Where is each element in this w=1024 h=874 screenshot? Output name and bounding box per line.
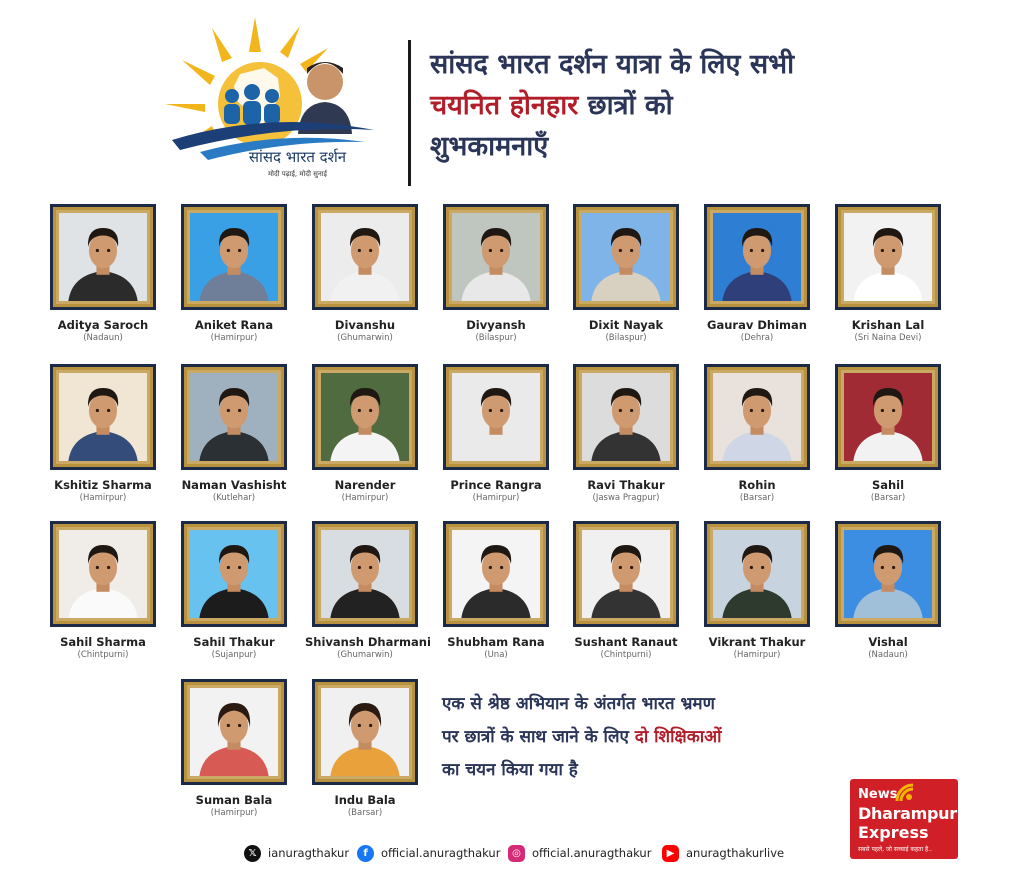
portrait-graphic: [321, 213, 409, 301]
portrait-graphic: [190, 213, 278, 301]
student-name: Gaurav Dhiman: [707, 318, 807, 332]
note-accent: दो शिक्षिकाओं: [634, 727, 722, 747]
student-photo: [452, 373, 540, 461]
student-card: [697, 521, 817, 660]
portrait-graphic: [321, 530, 409, 618]
student-place: (Una): [484, 650, 508, 660]
student-card: [43, 521, 163, 660]
student-place: (Dehra): [740, 333, 774, 343]
student-name: Divanshu: [334, 318, 396, 332]
header-divider: [408, 40, 411, 186]
student-card: [828, 364, 948, 503]
portrait-graphic: [190, 373, 278, 461]
photo-frame: [835, 364, 941, 470]
student-photo: [59, 530, 147, 618]
student-place: (Nadaun): [868, 650, 908, 660]
student-name: Sahil: [871, 478, 905, 492]
student-place: (Barsar): [870, 493, 906, 503]
portrait-graphic: [582, 530, 670, 618]
student-place: (Hamirpur): [733, 650, 781, 660]
student-place: (Jaswa Pragpur): [592, 493, 660, 503]
logo-tagline: मोदी पढ़ाई, मोदी सुनाई: [268, 170, 327, 178]
student-card: [305, 204, 425, 343]
student-card: [828, 521, 948, 660]
headline-line-2: [430, 85, 910, 126]
student-card: [43, 364, 163, 503]
portrait-graphic: [59, 530, 147, 618]
portrait-graphic: [452, 530, 540, 618]
student-card: [566, 204, 686, 343]
student-card: [43, 204, 163, 343]
instagram-icon: ◎: [508, 845, 525, 862]
student-place: (Chintpurni): [77, 650, 129, 660]
portrait-graphic: [452, 373, 540, 461]
portrait-graphic: [844, 213, 932, 301]
student-photo: [844, 373, 932, 461]
student-place: (Barsar): [739, 493, 775, 503]
photo-frame: [835, 204, 941, 310]
student-place: (Ghumarwin): [337, 650, 393, 660]
badge-news: News: [858, 787, 898, 802]
portrait-graphic: [321, 373, 409, 461]
youtube-icon: ▶: [662, 845, 679, 862]
facebook-icon: f: [357, 845, 374, 862]
headline-line-3: शुभकामनाएँ: [430, 131, 549, 162]
student-name: Narender: [334, 478, 396, 492]
student-card: [174, 364, 294, 503]
teacher-card: [174, 679, 294, 818]
teacher-name: Suman Bala: [195, 793, 273, 807]
photo-frame: [181, 204, 287, 310]
photo-frame: [573, 364, 679, 470]
student-name: Aniket Rana: [194, 318, 274, 332]
photo-frame: [573, 204, 679, 310]
teacher-photo: [190, 688, 278, 776]
portrait-graphic: [452, 213, 540, 301]
social-facebook-handle: official.anuragthakur: [381, 846, 501, 860]
student-place: (Hamirpur): [341, 493, 389, 503]
photo-frame: [443, 364, 549, 470]
photo-frame: [50, 364, 156, 470]
headline-accent: चयनित होनहार: [430, 90, 579, 121]
student-card: [436, 521, 556, 660]
student-photo: [844, 213, 932, 301]
social-x[interactable]: [244, 843, 349, 863]
student-photo: [713, 530, 801, 618]
student-name: Prince Rangra: [450, 478, 542, 492]
photo-frame: [443, 204, 549, 310]
photo-frame: [312, 204, 418, 310]
teacher-place: (Barsar): [347, 808, 383, 818]
student-place: (Hamirpur): [79, 493, 127, 503]
portrait-graphic: [190, 530, 278, 618]
student-photo: [713, 373, 801, 461]
student-name: Divyansh: [466, 318, 526, 332]
student-place: (Bilaspur): [605, 333, 647, 343]
note-line-2: [442, 721, 842, 754]
student-card: [697, 364, 817, 503]
student-name: Aditya Saroch: [57, 318, 149, 332]
photo-frame: [181, 521, 287, 627]
student-name: Sushant Ranaut: [574, 635, 678, 649]
badge-express: Express: [858, 823, 929, 842]
student-place: (Ghumarwin): [337, 333, 393, 343]
student-name: Vishal: [868, 635, 908, 649]
student-photo: [321, 373, 409, 461]
portrait-graphic: [713, 373, 801, 461]
social-instagram[interactable]: [508, 843, 651, 863]
student-photo: [582, 213, 670, 301]
photo-frame: [312, 364, 418, 470]
badge-dharampur: Dharampur: [858, 804, 957, 823]
student-photo: [321, 530, 409, 618]
portrait-graphic: [844, 530, 932, 618]
photo-frame: [704, 364, 810, 470]
student-name: Sahil Sharma: [60, 635, 146, 649]
teacher-photo: [321, 688, 409, 776]
teacher-name: Indu Bala: [334, 793, 396, 807]
x-icon: 𝕏: [244, 845, 261, 862]
student-card: [697, 204, 817, 343]
headline-line-1: सांसद भारत दर्शन यात्रा के लिए सभी: [430, 49, 795, 80]
student-card: [566, 521, 686, 660]
note-line-1: एक से श्रेष्ठ अभियान के अंतर्गत भारत भ्रमण: [442, 694, 715, 714]
portrait-graphic: [713, 530, 801, 618]
student-card: [305, 364, 425, 503]
student-name: Kshitiz Sharma: [54, 478, 152, 492]
student-name: Rohin: [738, 478, 776, 492]
portrait-graphic: [59, 373, 147, 461]
student-card: [436, 364, 556, 503]
student-place: (Kutlehar): [212, 493, 256, 503]
broadcast-icon: [895, 783, 917, 803]
student-name: Krishan Lal: [851, 318, 925, 332]
photo-frame: [312, 679, 418, 785]
student-name: Ravi Thakur: [587, 478, 665, 492]
portrait-graphic: [582, 213, 670, 301]
portrait-graphic: [190, 688, 278, 776]
photo-frame: [181, 679, 287, 785]
student-name: Vikrant Thakur: [708, 635, 806, 649]
student-photo: [452, 530, 540, 618]
portrait-graphic: [582, 373, 670, 461]
student-photo: [190, 213, 278, 301]
student-name: Shubham Rana: [447, 635, 545, 649]
social-instagram-handle: official.anuragthakur: [532, 846, 652, 860]
student-name: Shivansh Dharmani: [305, 635, 431, 649]
student-place: (Sujanpur): [211, 650, 257, 660]
student-photo: [190, 373, 278, 461]
student-card: [305, 521, 431, 660]
student-card: [828, 204, 948, 343]
student-photo: [59, 213, 147, 301]
student-name: Naman Vashisht: [181, 478, 287, 492]
social-facebook[interactable]: [357, 843, 500, 863]
student-card: [174, 521, 294, 660]
student-photo: [844, 530, 932, 618]
social-x-handle: ianuragthakur: [268, 846, 350, 860]
headline: [430, 44, 910, 167]
student-photo: [190, 530, 278, 618]
student-card: [566, 364, 686, 503]
portrait-graphic: [321, 688, 409, 776]
teacher-card: [305, 679, 425, 818]
social-youtube[interactable]: [662, 843, 784, 863]
student-photo: [452, 213, 540, 301]
student-place: (Sri Naina Devi): [854, 333, 922, 343]
badge-tagline: सबसे पहले, जो सच्चाई कहता है..: [858, 846, 933, 853]
student-photo: [713, 213, 801, 301]
student-photo: [582, 373, 670, 461]
note-line-3: का चयन किया गया है: [442, 760, 578, 780]
student-card: [174, 204, 294, 343]
headline-line-2-rest: छात्रों को: [578, 90, 673, 121]
student-place: (Nadaun): [83, 333, 123, 343]
student-photo: [321, 213, 409, 301]
photo-frame: [573, 521, 679, 627]
social-youtube-handle: anuragthakurlive: [686, 846, 785, 860]
student-name: Dixit Nayak: [588, 318, 664, 332]
note-line-2-start: पर छात्रों के साथ जाने के लिए: [442, 727, 635, 747]
student-place: (Hamirpur): [472, 493, 520, 503]
teachers-note: [442, 688, 842, 787]
photo-frame: [835, 521, 941, 627]
portrait-graphic: [844, 373, 932, 461]
photo-frame: [312, 521, 418, 627]
photo-frame: [50, 204, 156, 310]
student-place: (Chintpurni): [600, 650, 652, 660]
student-place: (Hamirpur): [210, 333, 258, 343]
student-name: Sahil Thakur: [193, 635, 275, 649]
student-photo: [582, 530, 670, 618]
student-photo: [59, 373, 147, 461]
photo-frame: [50, 521, 156, 627]
logo-caption: सांसद भारत दर्शन: [248, 148, 347, 166]
photo-frame: [704, 521, 810, 627]
news-badge: [850, 779, 958, 859]
photo-frame: [181, 364, 287, 470]
portrait-graphic: [713, 213, 801, 301]
student-card: [436, 204, 556, 343]
teacher-place: (Hamirpur): [210, 808, 258, 818]
photo-frame: [704, 204, 810, 310]
portrait-graphic: [59, 213, 147, 301]
photo-frame: [443, 521, 549, 627]
student-place: (Bilaspur): [475, 333, 517, 343]
